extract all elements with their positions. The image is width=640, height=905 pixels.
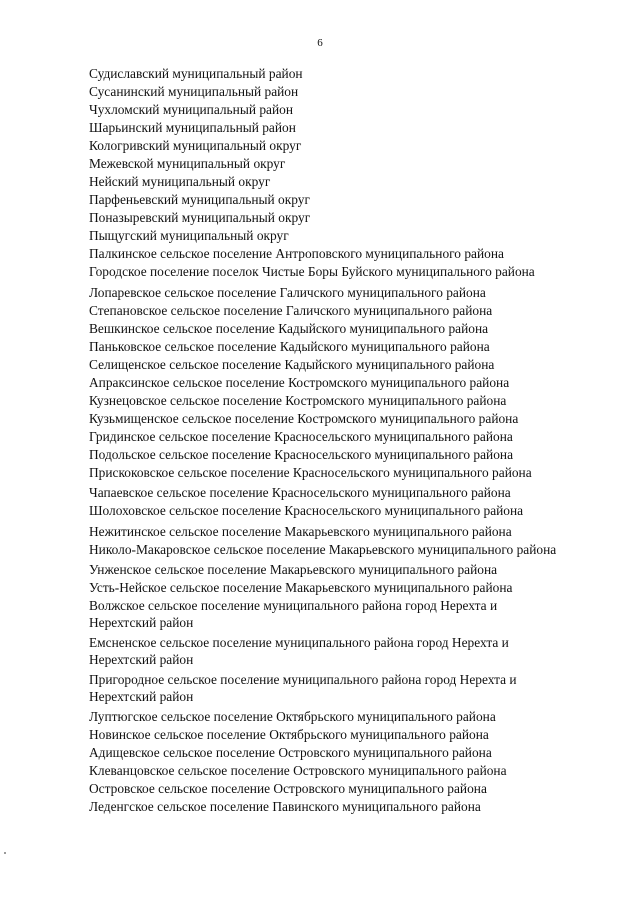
list-item: Палкинское сельское поселение Антроповского муниципального района	[89, 246, 504, 261]
list-item: Подольское сельское поселение Красносельского муниципального района	[89, 446, 514, 462]
list-item: Лопаревское сельское поселение Галичского муниципального района	[89, 284, 486, 300]
list-item: Островское сельское поселение Островского муниципального района	[89, 781, 487, 796]
list-item: Вешкинское сельское поселение Кадыйского муниципального района	[89, 320, 489, 336]
list-item: Судиславский муниципальный район	[89, 66, 303, 81]
list-item: Прискоковское сельское поселение Красносельского муниципального района	[89, 464, 532, 480]
list-item: Луптюгское сельское поселение Октябрьского муниципального района	[89, 709, 496, 724]
list-item: Кузьмищенское сельское поселение Костромского муниципального района	[89, 410, 519, 426]
list-item: Пыщугский муниципальный округ	[89, 228, 289, 243]
list-item: Нежитинское сельское поселение Макарьевского муниципального района	[89, 523, 512, 539]
list-item: Апраксинское сельское поселение Костромского муниципального района	[89, 374, 510, 390]
list-item: Пригородное сельское поселение муниципального района город Нерехта и Нерехтский район	[89, 672, 517, 704]
list-item: Городское поселение поселок Чистые Боры Буйского муниципального района	[89, 264, 535, 279]
list-item: Сусанинский муниципальный район	[89, 84, 299, 99]
list-item: Кузнецовское сельское поселение Костромского муниципального района	[89, 392, 507, 408]
page-number: 6	[317, 37, 323, 49]
list-item: Шолоховское сельское поселение Красносельского муниципального района	[89, 503, 524, 518]
list-item: Степановское сельское поселение Галичского муниципального района	[89, 302, 493, 318]
list-item: Леденгское сельское поселение Павинского муниципального района	[89, 799, 481, 814]
scan-speck	[4, 852, 6, 854]
list-item: Волжское сельское поселение муниципального района город Нерехта и Нерехтский район	[89, 598, 498, 630]
list-item: Нейский муниципальный округ	[89, 174, 271, 189]
list-item: Селищенское сельское поселение Кадыйского муниципального района	[89, 356, 495, 372]
list-item: Николо-Макаровское сельское поселение Макарьевского муниципального района	[89, 541, 557, 557]
list-item: Чухломский муниципальный район	[89, 102, 294, 117]
list-item: Адищевское сельское поселение Островского муниципального района	[89, 745, 492, 760]
list-item: Унженское сельское поселение Макарьевского муниципального района	[89, 562, 498, 577]
list-item: Межевской муниципальный округ	[89, 156, 286, 171]
list-item: Гридинское сельское поселение Красносельского муниципального района	[89, 428, 513, 444]
list-item: Усть-Нейское сельское поселение Макарьевского муниципального района	[89, 580, 513, 595]
municipality-list	[89, 66, 559, 817]
list-item: Шарьинский муниципальный район	[89, 120, 296, 135]
list-item: Паньковское сельское поселение Кадыйского муниципального района	[89, 338, 490, 354]
list-item: Парфеньевский муниципальный округ	[89, 192, 310, 207]
list-item: Поназыревский муниципальный округ	[89, 210, 311, 225]
list-item: Новинское сельское поселение Октябрьского муниципального района	[89, 727, 489, 742]
list-item: Емсненское сельское поселение муниципального района город Нерехта и Нерехтский район	[89, 635, 509, 667]
list-item: Кологривский муниципальный округ	[89, 138, 302, 153]
list-item: Чапаевское сельское поселение Красносельского муниципального района	[89, 485, 511, 500]
list-item: Клеванцовское сельское поселение Островского муниципального района	[89, 763, 507, 778]
